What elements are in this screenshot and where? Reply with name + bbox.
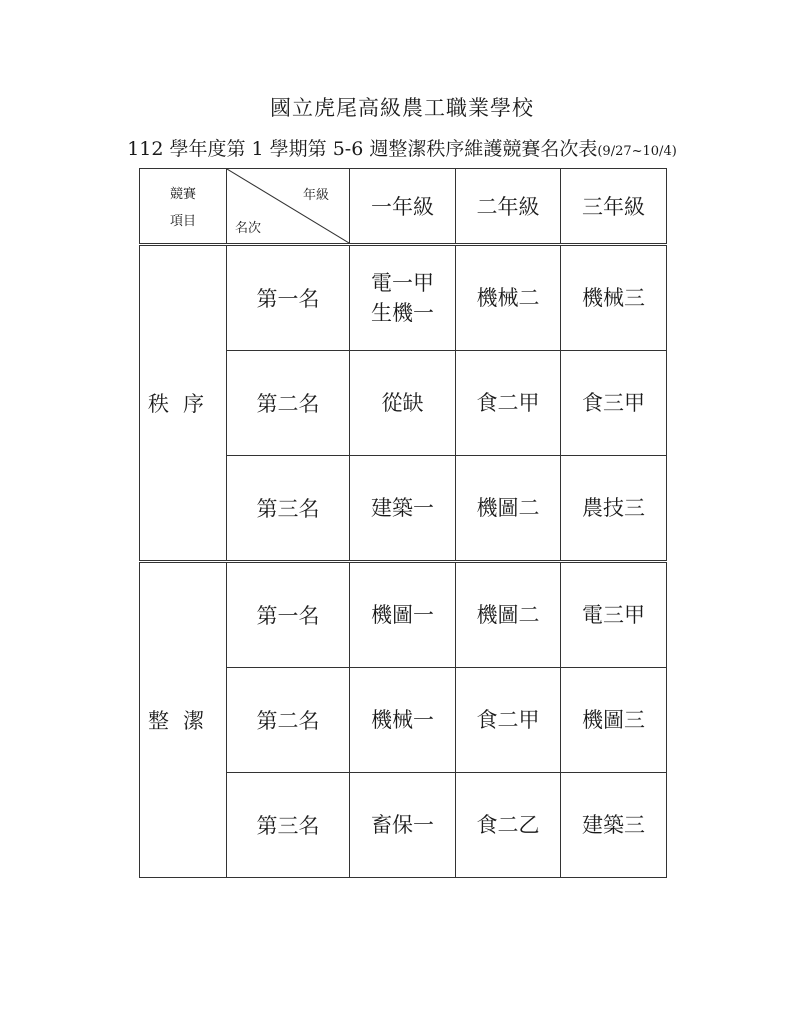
class-name: 食二甲 bbox=[476, 708, 540, 732]
class-names bbox=[456, 388, 560, 418]
class-cell bbox=[456, 668, 561, 773]
category-cell: 秩序 bbox=[140, 245, 227, 562]
class-name: 食三甲 bbox=[582, 391, 645, 415]
class-cell bbox=[350, 562, 456, 668]
class-name: 從缺 bbox=[381, 391, 424, 415]
class-cell bbox=[456, 773, 561, 878]
class-cell bbox=[561, 351, 667, 456]
class-cell bbox=[350, 668, 456, 773]
date-range: (9/27~10/4) bbox=[597, 144, 677, 159]
ranking-table-body bbox=[140, 169, 667, 878]
class-names bbox=[561, 493, 666, 523]
diagonal-header-cell bbox=[227, 169, 350, 245]
class-names bbox=[561, 600, 666, 630]
class-names bbox=[561, 388, 666, 418]
class-cell bbox=[561, 245, 667, 351]
class-name: 機械二 bbox=[476, 286, 540, 310]
class-names bbox=[561, 810, 666, 840]
class-names bbox=[350, 705, 455, 735]
rank-cell: 第三名 bbox=[227, 773, 350, 878]
rank-label: 名次 bbox=[235, 221, 262, 236]
rank-cell: 第二名 bbox=[227, 668, 350, 773]
class-name: 機械三 bbox=[582, 286, 645, 310]
class-cell bbox=[350, 245, 456, 351]
class-name: 機圖二 bbox=[476, 603, 540, 627]
ranking-table bbox=[139, 168, 667, 878]
class-name: 生機一 bbox=[371, 301, 434, 325]
grade-header-2: 二年級 bbox=[456, 169, 561, 245]
class-names bbox=[561, 705, 666, 735]
class-name: 機圖三 bbox=[582, 708, 645, 732]
rank-cell: 第二名 bbox=[227, 351, 350, 456]
class-name: 食二乙 bbox=[476, 813, 540, 837]
class-cell bbox=[456, 245, 561, 351]
class-cell bbox=[561, 668, 667, 773]
item-header-top: 競賽 bbox=[169, 187, 196, 202]
class-cell bbox=[350, 351, 456, 456]
table-row bbox=[140, 562, 667, 668]
item-header-bottom: 項目 bbox=[169, 214, 196, 229]
class-names bbox=[456, 600, 560, 630]
class-name: 農技三 bbox=[582, 496, 645, 520]
class-name: 畜保一 bbox=[371, 813, 434, 837]
class-names bbox=[456, 283, 560, 313]
class-names bbox=[350, 600, 455, 630]
header-row bbox=[140, 169, 667, 245]
class-name: 建築一 bbox=[371, 496, 434, 520]
class-name: 機械一 bbox=[371, 708, 434, 732]
class-cell bbox=[561, 562, 667, 668]
class-names bbox=[350, 493, 455, 523]
grade-label: 年級 bbox=[302, 188, 329, 203]
class-name: 食二甲 bbox=[476, 391, 540, 415]
category-cell: 整潔 bbox=[140, 562, 227, 878]
class-names bbox=[350, 268, 455, 328]
rank-cell: 第一名 bbox=[227, 245, 350, 351]
class-names bbox=[350, 388, 455, 418]
class-name: 建築三 bbox=[582, 813, 645, 837]
class-names bbox=[456, 705, 560, 735]
item-header-cell bbox=[140, 169, 227, 245]
class-cell bbox=[561, 456, 667, 562]
class-name: 電一甲 bbox=[371, 271, 434, 295]
grade-header-1: 一年級 bbox=[350, 169, 456, 245]
class-name: 機圖二 bbox=[476, 496, 540, 520]
subtitle-text: 112 學年度第 1 學期第 5-6 週整潔秩序維護競賽名次表 bbox=[127, 138, 598, 160]
class-name: 機圖一 bbox=[371, 603, 434, 627]
class-names bbox=[561, 283, 666, 313]
document-title: 國立虎尾高級農工職業學校 bbox=[270, 96, 534, 120]
class-cell bbox=[456, 562, 561, 668]
class-name: 電三甲 bbox=[582, 603, 645, 627]
table-row bbox=[140, 245, 667, 351]
rank-cell: 第三名 bbox=[227, 456, 350, 562]
class-names bbox=[350, 810, 455, 840]
class-names bbox=[456, 493, 560, 523]
class-names bbox=[456, 810, 560, 840]
class-cell bbox=[350, 456, 456, 562]
document-subtitle bbox=[0, 134, 804, 161]
class-cell bbox=[456, 351, 561, 456]
rank-cell: 第一名 bbox=[227, 562, 350, 668]
grade-header-3: 三年級 bbox=[561, 169, 667, 245]
class-cell bbox=[456, 456, 561, 562]
class-cell bbox=[561, 773, 667, 878]
class-cell bbox=[350, 773, 456, 878]
